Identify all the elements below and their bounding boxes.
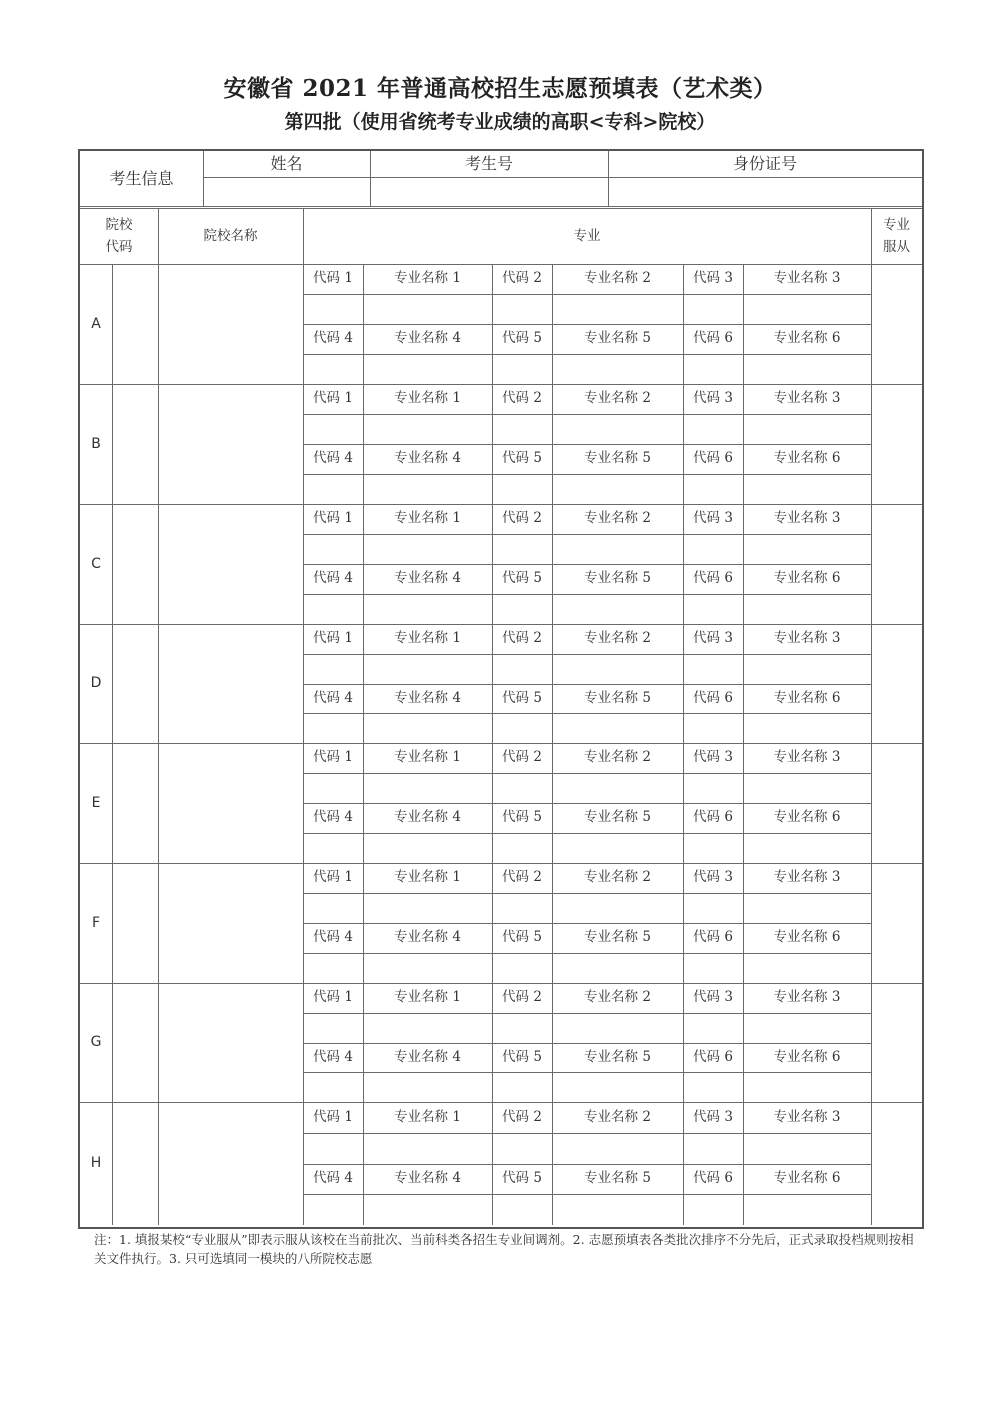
major-code-input[interactable] [493,714,552,743]
major-code-input[interactable] [304,415,363,444]
major-code-label: 代码 3 [693,390,733,407]
major-code-label: 代码 5 [502,1170,542,1187]
major-name-input[interactable] [553,355,683,384]
major-code-label: 代码 5 [502,450,542,467]
major-code-label: 代码 2 [502,989,542,1006]
major-name-input[interactable] [744,595,871,624]
major-name-input[interactable] [364,834,492,863]
major-code-label: 代码 5 [502,1048,542,1065]
major-name-input[interactable] [364,1134,492,1164]
major-code-label: 代码 6 [693,1048,733,1065]
school-name-input-b[interactable] [159,385,303,504]
major-name-label: 专业名称 1 [394,390,461,407]
major-name-input[interactable] [364,655,492,684]
major-obey-input-a[interactable] [872,265,922,384]
major-name-label: 专业名称 4 [394,330,461,347]
major-code-label: 代码 3 [693,749,733,766]
major-name-label: 专业名称 4 [394,570,461,587]
major-name-label: 专业名称 4 [394,1048,461,1065]
major-code-input[interactable] [684,415,743,444]
name-input[interactable] [203,178,370,206]
major-code-label: 代码 1 [313,1108,353,1125]
major-code-label: 代码 6 [693,450,733,467]
major-name-label: 专业名称 3 [773,869,841,886]
major-code-input[interactable] [493,1134,552,1164]
major-code-input[interactable] [684,954,743,983]
major-code-input[interactable] [493,535,552,564]
major-code-label: 代码 5 [502,330,542,347]
footnote: 注：1. 填报某校“专业服从”即表示服从该校在当前批次、当前科类各招生专业间调剂。2. 志愿预填表各类批次排序不分先后，正式录取投档规则按相关文件执行。3. 只可选填同一模块的八所院校志愿 [94,1232,914,1266]
major-name-input[interactable] [364,1073,492,1102]
major-code-input[interactable] [304,1195,363,1225]
major-name-label: 专业名称 6 [773,809,841,826]
major-name-input[interactable] [744,355,871,384]
major-name-input[interactable] [364,415,492,444]
major-code-input[interactable] [493,1073,552,1102]
major-name-label: 专业名称 6 [773,450,841,467]
major-code-input[interactable] [304,894,363,923]
major-code-input[interactable] [304,1073,363,1102]
major-name-label: 专业名称 4 [394,809,461,826]
major-name-input[interactable] [364,774,492,803]
major-code-label: 代码 6 [693,1170,733,1187]
school-code-input-a[interactable] [113,265,158,384]
major-code-label: 代码 3 [693,510,733,527]
major-code-input[interactable] [493,1014,552,1043]
major-code-input[interactable] [493,475,552,504]
major-code-input[interactable] [304,295,363,324]
major-name-input[interactable] [553,774,683,803]
school-code-header: 院校 代码 [105,216,133,255]
major-code-label: 代码 5 [502,570,542,587]
major-code-input[interactable] [684,595,743,624]
major-name-label: 专业名称 2 [584,510,651,527]
major-code-label: 代码 4 [313,929,353,946]
major-name-input[interactable] [744,1014,871,1043]
major-name-input[interactable] [744,1134,871,1164]
major-code-input[interactable] [304,1014,363,1043]
major-code-label: 代码 1 [313,630,353,647]
major-header: 专业 [573,227,601,244]
major-name-label: 专业名称 3 [773,1108,841,1125]
major-name-input[interactable] [744,714,871,743]
group-label-g: G [90,1034,102,1051]
major-code-input[interactable] [304,1134,363,1164]
major-code-label: 代码 2 [502,630,542,647]
major-name-input[interactable] [364,595,492,624]
major-name-input[interactable] [553,415,683,444]
major-code-input[interactable] [304,714,363,743]
major-name-input[interactable] [553,655,683,684]
major-code-input[interactable] [684,834,743,863]
school-code-input-h[interactable] [113,1103,158,1225]
major-name-input[interactable] [744,655,871,684]
school-code-input-e[interactable] [113,744,158,863]
major-name-label: 专业名称 2 [584,270,651,287]
exam-number-label: 考生号 [464,154,513,174]
major-code-label: 代码 6 [693,809,733,826]
major-code-input[interactable] [304,535,363,564]
group-label-c: C [91,555,101,572]
major-name-input[interactable] [744,1195,871,1225]
major-code-label: 代码 1 [313,749,353,766]
major-name-input[interactable] [553,1134,683,1164]
major-code-label: 代码 2 [502,510,542,527]
major-name-input[interactable] [744,774,871,803]
group-label-a: A [91,315,101,332]
major-name-label: 专业名称 1 [394,869,461,886]
school-name-input-g[interactable] [159,984,303,1102]
major-obey-input-c[interactable] [872,505,922,624]
major-code-input[interactable] [304,834,363,863]
major-code-input[interactable] [493,415,552,444]
major-code-label: 代码 1 [313,510,353,527]
major-name-label: 专业名称 5 [584,929,651,946]
major-obey-input-e[interactable] [872,744,922,863]
major-name-label: 专业名称 4 [394,450,461,467]
major-name-input[interactable] [553,894,683,923]
major-code-input[interactable] [684,475,743,504]
major-code-input[interactable] [684,774,743,803]
major-name-label: 专业名称 1 [394,1108,461,1125]
major-name-input[interactable] [364,355,492,384]
major-name-label: 专业名称 6 [773,929,841,946]
major-name-label: 专业名称 1 [394,510,461,527]
major-name-input[interactable] [744,834,871,863]
major-code-input[interactable] [493,1195,552,1225]
group-label-f: F [91,914,101,931]
group-label-b: B [91,435,101,452]
major-name-input[interactable] [744,1073,871,1102]
major-code-input[interactable] [493,894,552,923]
major-name-label: 专业名称 4 [394,929,461,946]
major-name-label: 专业名称 5 [584,809,651,826]
major-name-input[interactable] [364,714,492,743]
major-code-label: 代码 5 [502,809,542,826]
major-code-label: 代码 4 [313,450,353,467]
major-code-input[interactable] [493,834,552,863]
major-code-label: 代码 4 [313,809,353,826]
major-name-input[interactable] [744,954,871,983]
major-code-label: 代码 2 [502,869,542,886]
major-code-input[interactable] [684,1134,743,1164]
major-code-label: 代码 1 [313,270,353,287]
school-code-input-c[interactable] [113,505,158,624]
major-code-label: 代码 3 [693,630,733,647]
major-code-label: 代码 6 [693,929,733,946]
school-code-input-d[interactable] [113,625,158,743]
major-code-label: 代码 1 [313,989,353,1006]
major-code-input[interactable] [493,595,552,624]
major-name-input[interactable] [553,714,683,743]
student-info-bottom-line [80,206,922,207]
page-subtitle: 第四批（使用省统考专业成绩的高职<专科>院校） [284,111,716,133]
major-obey-input-b[interactable] [872,385,922,504]
major-code-label: 代码 4 [313,689,353,706]
major-name-label: 专业名称 2 [584,390,651,407]
major-name-input[interactable] [553,595,683,624]
major-code-input[interactable] [684,714,743,743]
major-code-input[interactable] [684,355,743,384]
major-code-label: 代码 1 [313,390,353,407]
major-name-label: 专业名称 2 [584,989,651,1006]
id-number-label: 身份证号 [732,154,797,174]
major-name-input[interactable] [553,954,683,983]
major-name-label: 专业名称 3 [773,630,841,647]
major-name-label: 专业名称 3 [773,749,841,766]
major-code-input[interactable] [684,1073,743,1102]
major-name-label: 专业名称 6 [773,570,841,587]
major-name-label: 专业名称 5 [584,330,651,347]
group-label-h: H [90,1155,102,1172]
student-info-label: 考生信息 [109,168,174,188]
major-code-label: 代码 4 [313,570,353,587]
major-name-input[interactable] [364,295,492,324]
application-form-table [78,149,924,1229]
major-code-label: 代码 4 [313,1170,353,1187]
major-code-label: 代码 6 [693,570,733,587]
major-code-input[interactable] [493,954,552,983]
major-name-input[interactable] [553,1014,683,1043]
major-name-label: 专业名称 5 [584,1170,651,1187]
major-code-label: 代码 3 [693,989,733,1006]
major-obey-input-f[interactable] [872,864,922,983]
major-code-input[interactable] [684,655,743,684]
major-name-input[interactable] [744,475,871,504]
id-number-input[interactable] [608,178,922,206]
major-name-label: 专业名称 2 [584,630,651,647]
major-name-input[interactable] [553,295,683,324]
major-code-label: 代码 6 [693,689,733,706]
major-name-input[interactable] [364,1014,492,1043]
major-name-label: 专业名称 1 [394,270,461,287]
major-code-input[interactable] [493,774,552,803]
major-code-label: 代码 3 [693,270,733,287]
major-code-label: 代码 2 [502,1108,542,1125]
major-code-label: 代码 2 [502,749,542,766]
major-code-label: 代码 2 [502,390,542,407]
major-code-label: 代码 3 [693,1108,733,1125]
major-name-label: 专业名称 3 [773,270,841,287]
major-name-label: 专业名称 3 [773,510,841,527]
major-name-label: 专业名称 1 [394,630,461,647]
major-code-input[interactable] [304,595,363,624]
major-code-input[interactable] [304,774,363,803]
major-name-label: 专业名称 3 [773,989,841,1006]
major-code-input[interactable] [493,355,552,384]
major-name-label: 专业名称 6 [773,689,841,706]
major-code-label: 代码 4 [313,1048,353,1065]
major-code-input[interactable] [684,535,743,564]
school-name-input-d[interactable] [159,625,303,743]
major-name-label: 专业名称 5 [584,689,651,706]
major-code-input[interactable] [304,475,363,504]
major-name-label: 专业名称 2 [584,1108,651,1125]
school-name-input-f[interactable] [159,864,303,983]
school-code-input-f[interactable] [113,864,158,983]
major-code-label: 代码 3 [693,869,733,886]
major-obey-input-d[interactable] [872,625,922,743]
major-code-input[interactable] [684,295,743,324]
school-code-input-g[interactable] [113,984,158,1102]
major-name-label: 专业名称 1 [394,989,461,1006]
major-name-input[interactable] [553,834,683,863]
school-name-input-h[interactable] [159,1103,303,1225]
header-divider [871,209,872,264]
school-name-input-c[interactable] [159,505,303,624]
major-code-input[interactable] [684,1195,743,1225]
major-name-input[interactable] [364,535,492,564]
major-name-input[interactable] [744,295,871,324]
major-code-input[interactable] [304,655,363,684]
major-name-input[interactable] [364,1195,492,1225]
page-title: 安徽省 2021 年普通高校招生志愿预填表（艺术类） [223,75,777,102]
major-name-label: 专业名称 6 [773,1048,841,1065]
name-label: 姓名 [270,154,303,174]
major-code-input[interactable] [684,894,743,923]
major-name-input[interactable] [364,894,492,923]
major-code-label: 代码 4 [313,330,353,347]
major-name-label: 专业名称 2 [584,749,651,766]
major-obey-input-h[interactable] [872,1103,922,1225]
major-name-label: 专业名称 5 [584,1048,651,1065]
school-name-input-a[interactable] [159,265,303,384]
major-name-label: 专业名称 4 [394,1170,461,1187]
major-name-label: 专业名称 2 [584,869,651,886]
major-code-label: 代码 1 [313,869,353,886]
major-name-label: 专业名称 3 [773,390,841,407]
major-code-input[interactable] [493,295,552,324]
major-name-label: 专业名称 6 [773,1170,841,1187]
major-name-input[interactable] [744,535,871,564]
major-name-label: 专业名称 1 [394,749,461,766]
major-obey-input-g[interactable] [872,984,922,1102]
major-code-input[interactable] [304,954,363,983]
major-name-input[interactable] [553,535,683,564]
major-name-input[interactable] [553,475,683,504]
header-divider [158,209,159,264]
group-label-e: E [91,794,101,811]
major-obey-header: 专业 服从 [883,216,910,255]
major-code-input[interactable] [684,1014,743,1043]
group-label-d: D [90,675,102,692]
major-name-input[interactable] [553,1195,683,1225]
major-name-input[interactable] [364,954,492,983]
major-code-label: 代码 2 [502,270,542,287]
major-name-input[interactable] [744,894,871,923]
major-code-label: 代码 5 [502,689,542,706]
major-code-label: 代码 5 [502,929,542,946]
major-name-input[interactable] [364,475,492,504]
major-code-label: 代码 6 [693,330,733,347]
major-name-label: 专业名称 5 [584,570,651,587]
school-name-header: 院校名称 [203,227,258,244]
school-code-input-b[interactable] [113,385,158,504]
major-name-label: 专业名称 5 [584,450,651,467]
school-name-input-e[interactable] [159,744,303,863]
major-name-input[interactable] [553,1073,683,1102]
exam-number-input[interactable] [370,178,608,206]
major-name-input[interactable] [744,415,871,444]
major-code-input[interactable] [304,355,363,384]
header-divider [303,209,304,264]
major-name-label: 专业名称 6 [773,330,841,347]
major-code-input[interactable] [493,655,552,684]
major-name-label: 专业名称 4 [394,689,461,706]
